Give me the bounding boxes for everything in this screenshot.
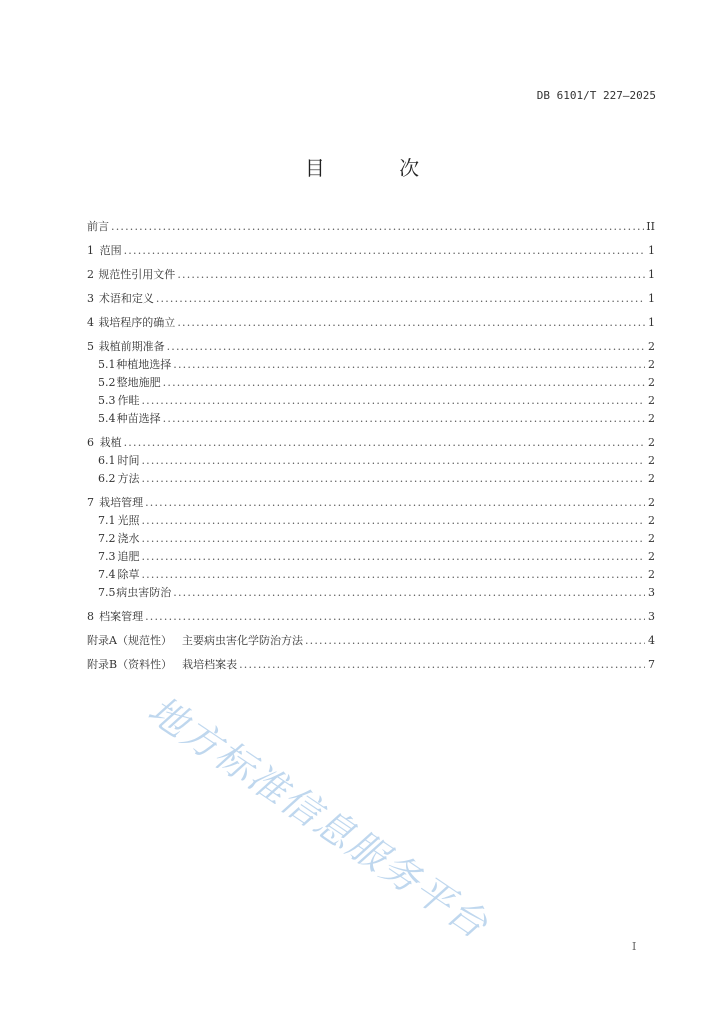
toc-leader-dots xyxy=(124,434,645,452)
toc-entry-label: 种植地选择 xyxy=(116,358,172,371)
toc-entry-page: 2 xyxy=(648,472,655,485)
toc-entry-page: 2 xyxy=(648,496,655,509)
toc-entry[interactable] xyxy=(87,338,655,356)
toc-entry-page: 2 xyxy=(648,454,655,467)
toc-entry-number: 6 xyxy=(87,436,94,449)
toc-entry-number: 5.3 xyxy=(98,394,116,407)
toc-entry[interactable] xyxy=(87,218,655,236)
toc-entry[interactable] xyxy=(87,434,655,452)
toc-leader-dots xyxy=(141,530,645,548)
toc-entry-number: 7 xyxy=(87,496,94,509)
toc-entry[interactable] xyxy=(87,584,655,602)
toc-entry-page: 2 xyxy=(648,358,655,371)
toc-entry-page: II xyxy=(646,220,655,233)
toc-entry-page: 2 xyxy=(648,550,655,563)
footer-page-number: I xyxy=(632,940,637,953)
toc-entry-number: 7.2 xyxy=(98,532,116,545)
toc-entry-number: 6.1 xyxy=(98,454,116,467)
toc-entry-page: 2 xyxy=(648,568,655,581)
toc-entry-page: 1 xyxy=(648,316,655,329)
toc-entry-label: 作畦 xyxy=(117,394,140,407)
toc-entry[interactable] xyxy=(87,548,655,566)
toc-entry-number: 5.2 xyxy=(98,376,116,389)
toc-entry-label: 栽植 xyxy=(99,436,122,449)
toc-entry[interactable] xyxy=(87,314,655,332)
toc-entry-label: 光照 xyxy=(117,514,140,527)
toc-entry-number: 4 xyxy=(87,316,94,329)
toc-leader-dots xyxy=(141,566,645,584)
toc-leader-dots xyxy=(177,314,645,332)
toc-leader-dots xyxy=(173,584,645,602)
toc-entry[interactable] xyxy=(87,470,655,488)
toc-entry-number: 2 xyxy=(87,268,94,281)
toc-leader-dots xyxy=(305,632,645,650)
toc-entry[interactable] xyxy=(87,512,655,530)
toc-entry-label: 方法 xyxy=(117,472,140,485)
toc-entry-number: 7.5 xyxy=(98,586,116,599)
toc-entry-number: 5.1 xyxy=(98,358,116,371)
toc-entry-number: 7.4 xyxy=(98,568,116,581)
toc-entry-page: 1 xyxy=(648,292,655,305)
toc-entry-page: 2 xyxy=(648,436,655,449)
toc-entry-label: 术语和定义 xyxy=(98,292,154,305)
toc-entry-label: 栽培档案表 xyxy=(182,658,238,671)
toc-leader-dots xyxy=(173,356,645,374)
toc-leader-dots xyxy=(141,512,645,530)
toc-leader-dots xyxy=(167,338,645,356)
toc-entry-page: 3 xyxy=(648,610,655,623)
toc-entry[interactable] xyxy=(87,494,655,512)
toc-leader-dots xyxy=(145,494,645,512)
toc-leader-dots xyxy=(141,452,645,470)
toc-entry[interactable] xyxy=(87,410,655,428)
toc-entry-label: 浇水 xyxy=(117,532,140,545)
toc-entry-number: 附录B（资料性） xyxy=(87,658,173,671)
toc-entry-page: 1 xyxy=(648,244,655,257)
toc-entry-label: 档案管理 xyxy=(99,610,144,623)
toc-entry-number: 附录A（规范性） xyxy=(87,634,172,647)
toc-entry-page: 7 xyxy=(648,658,655,671)
toc-entry[interactable] xyxy=(87,608,655,626)
toc-entry-page: 3 xyxy=(648,586,655,599)
toc-entry-label: 栽培管理 xyxy=(99,496,144,509)
table-of-contents xyxy=(87,218,655,674)
toc-entry[interactable] xyxy=(87,356,655,374)
toc-leader-dots xyxy=(239,656,645,674)
toc-entry-number: 5 xyxy=(87,340,94,353)
toc-entry[interactable] xyxy=(87,392,655,410)
toc-entry-label: 除草 xyxy=(117,568,140,581)
toc-entry-page: 2 xyxy=(648,394,655,407)
toc-entry-number: 6.2 xyxy=(98,472,116,485)
toc-entry-label: 前言 xyxy=(87,220,109,233)
toc-entry[interactable] xyxy=(87,242,655,260)
toc-entry-page: 2 xyxy=(648,532,655,545)
toc-leader-dots xyxy=(141,470,645,488)
toc-leader-dots xyxy=(163,410,645,428)
toc-entry-page: 4 xyxy=(648,634,655,647)
toc-entry-label: 整地施肥 xyxy=(116,376,161,389)
toc-entry-page: 2 xyxy=(648,340,655,353)
toc-entry[interactable] xyxy=(87,656,655,674)
toc-leader-dots xyxy=(111,218,644,236)
toc-entry-label: 栽培程序的确立 xyxy=(98,316,176,329)
toc-entry-number: 7.1 xyxy=(98,514,116,527)
toc-entry-number: 8 xyxy=(87,610,94,623)
toc-entry[interactable] xyxy=(87,530,655,548)
toc-entry[interactable] xyxy=(87,632,655,650)
toc-entry-page: 2 xyxy=(648,412,655,425)
toc-leader-dots xyxy=(177,266,645,284)
toc-entry-label: 主要病虫害化学防治方法 xyxy=(181,634,303,647)
toc-entry-label: 追肥 xyxy=(117,550,140,563)
toc-entry[interactable] xyxy=(87,266,655,284)
toc-leader-dots xyxy=(163,374,645,392)
toc-entry[interactable] xyxy=(87,566,655,584)
toc-entry[interactable] xyxy=(87,452,655,470)
toc-entry[interactable] xyxy=(87,290,655,308)
toc-entry[interactable] xyxy=(87,374,655,392)
toc-entry-label: 规范性引用文件 xyxy=(98,268,176,281)
page-title: 目 次 xyxy=(304,156,454,180)
toc-leader-dots xyxy=(124,242,645,260)
toc-entry-number: 5.4 xyxy=(98,412,116,425)
toc-leader-dots xyxy=(141,548,645,566)
toc-entry-label: 栽植前期准备 xyxy=(98,340,165,353)
watermark: 地方标准信息服务平台 xyxy=(140,687,497,948)
toc-entry-label: 种苗选择 xyxy=(116,412,161,425)
toc-entry-label: 范围 xyxy=(99,244,122,257)
toc-entry-number: 7.3 xyxy=(98,550,116,563)
toc-entry-label: 病虫害防治 xyxy=(116,586,172,599)
toc-leader-dots xyxy=(141,392,645,410)
toc-entry-page: 2 xyxy=(648,376,655,389)
toc-leader-dots xyxy=(156,290,645,308)
toc-entry-page: 1 xyxy=(648,268,655,281)
toc-entry-page: 2 xyxy=(648,514,655,527)
toc-entry-number: 3 xyxy=(87,292,94,305)
toc-entry-number: 1 xyxy=(87,244,94,257)
toc-leader-dots xyxy=(145,608,645,626)
document-header-code: DB 6101/T 227—2025 xyxy=(536,89,656,102)
toc-entry-label: 时间 xyxy=(117,454,140,467)
